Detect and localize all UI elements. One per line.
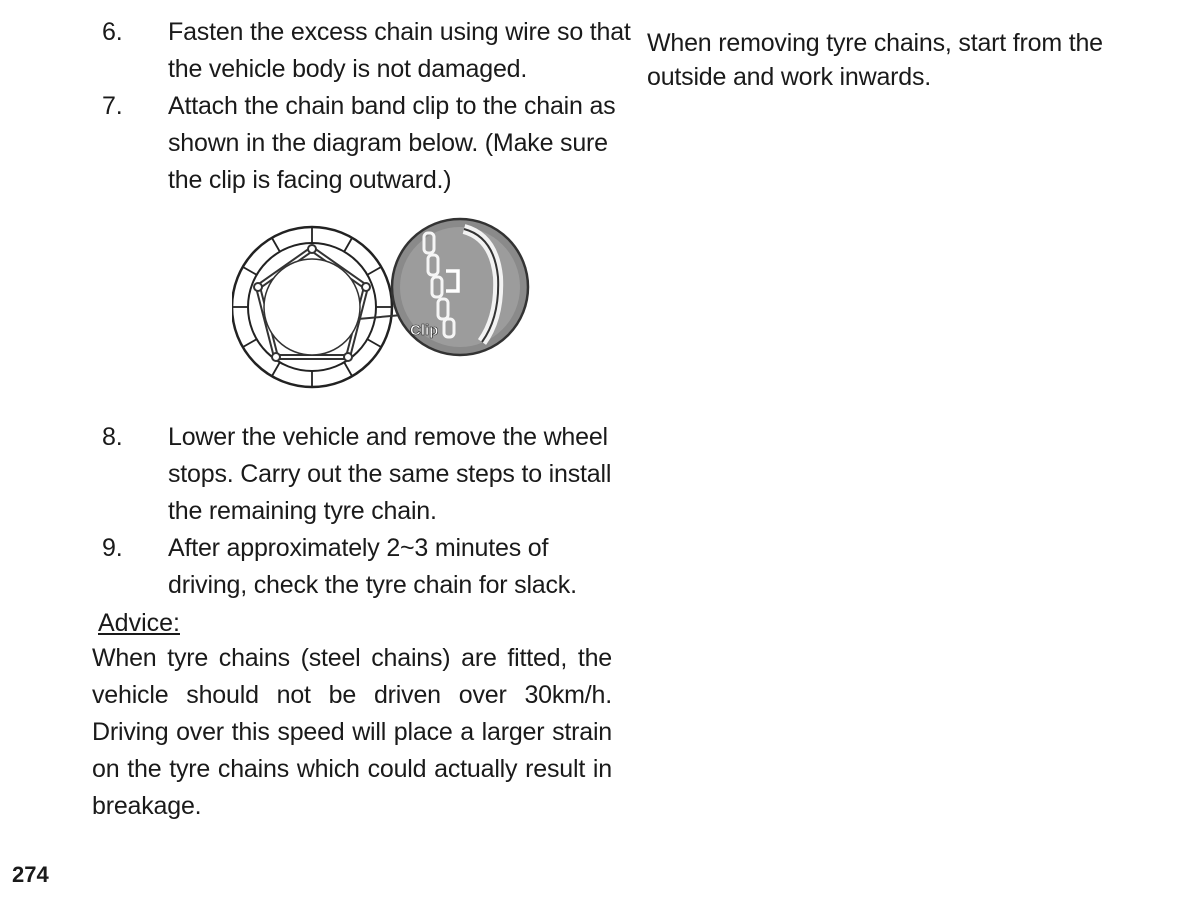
clip-label: Clip <box>410 322 439 339</box>
step-number: 9. <box>102 534 123 562</box>
step-number: 6. <box>102 18 123 46</box>
tyre-chain-illustration <box>232 207 532 407</box>
step-text: Attach the chain band clip to the chain as shown in the diagram below. (Make sure the clip is facing outward.) <box>168 92 616 194</box>
left-column <box>92 14 632 825</box>
step-9 <box>92 530 632 604</box>
right-column-note: When removing tyre chains, start from the outside and work inwards. <box>647 29 1103 91</box>
advice-heading: Advice: <box>98 609 180 637</box>
chain-clip-diagram <box>232 207 532 407</box>
step-number: 8. <box>102 423 123 451</box>
step-text: After approximately 2~3 minutes of driving, check the tyre chain for slack. <box>168 534 577 599</box>
wheel-rim <box>264 259 360 355</box>
step-6 <box>92 14 632 88</box>
step-text: Lower the vehicle and remove the wheel stops. Carry out the same steps to install the remaining tyre chain. <box>168 423 612 525</box>
page-number: 274 <box>12 862 49 887</box>
step-8 <box>92 419 632 530</box>
step-number: 7. <box>102 92 123 120</box>
step-7 <box>92 88 632 199</box>
advice-text: When tyre chains (steel chains) are fitted, the vehicle should not be driven over 30km/h. Driving over this speed will place a larger strain on the tyre chains which could actually result in breakage. <box>92 644 612 820</box>
step-text: Fasten the excess chain using wire so that the vehicle body is not damaged. <box>168 18 631 83</box>
